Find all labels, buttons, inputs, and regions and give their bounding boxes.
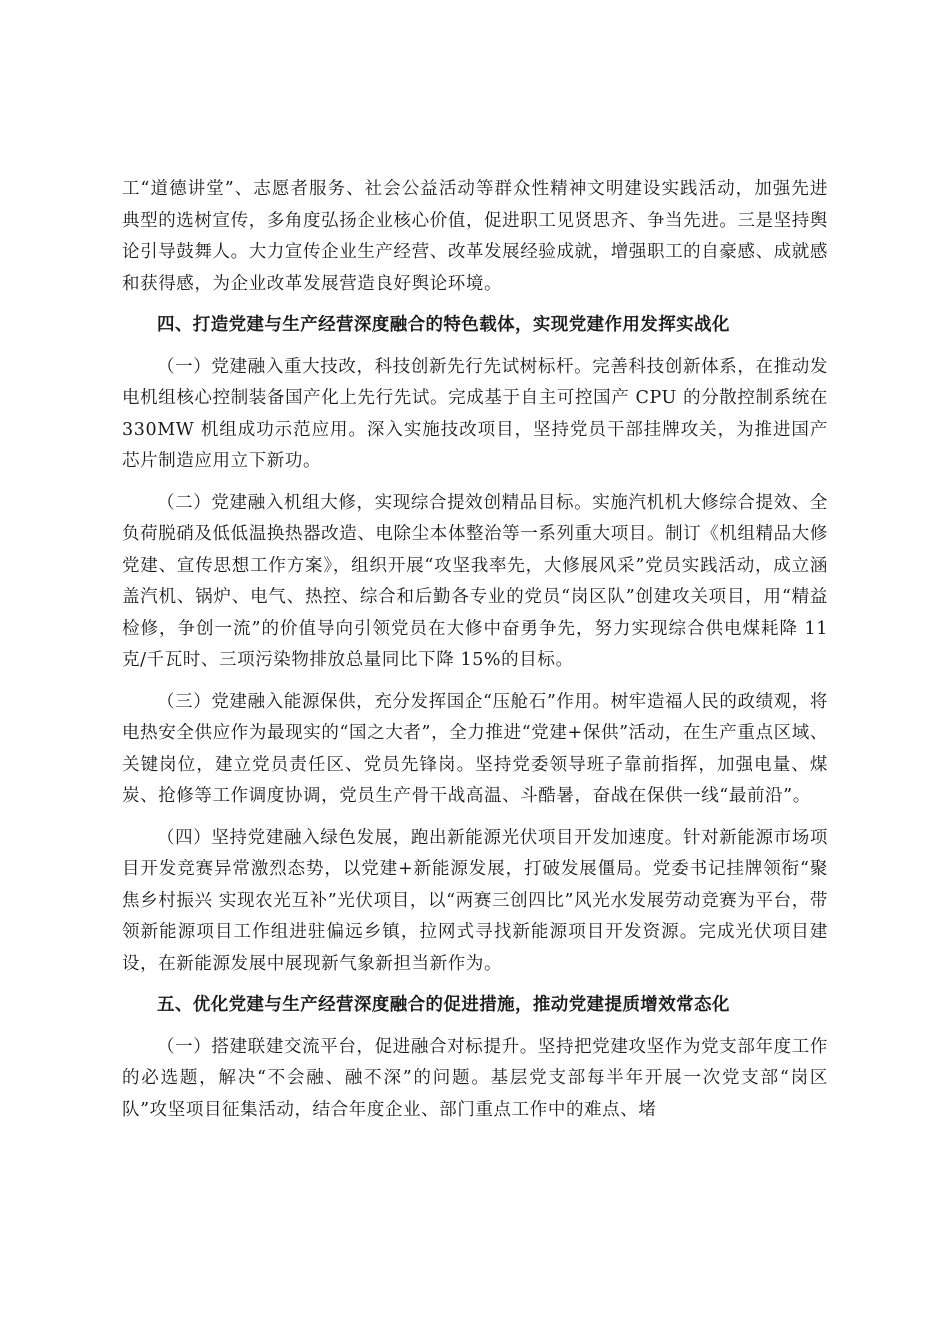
section-heading-5: 五、优化党建与生产经营深度融合的促进措施，推动党建提质增效常态化 [157, 995, 730, 1015]
paragraph-4-1: （一）党建融入重大技改，科技创新先行先试树标杆。完善科技创新体系，在推动发电机组核心控制装备国产化上先行先试。完成基于自主可控国产 CPU 的分散控制系统在 330MW 机组成功示范应用。深入实施技改项目，坚持党员干部挂牌攻关，为推进国产芯片制造应用立下新功。 [122, 356, 828, 471]
paragraph-5-1: （一）搭建联建交流平台，促进融合对标提升。坚持把党建攻坚作为党支部年度工作的必选题，解决“不会融、融不深”的问题。基层党支部每半年开展一次党支部“岗区队”攻坚项目征集活动，结合年度企业、部门重点工作中的难点、堵 [122, 1036, 828, 1120]
paragraph-4-3: （三）党建融入能源保供，充分发挥国企“压舱石”作用。树牢造福人民的政绩观，将电热安全供应作为最现实的“国之大者”，全力推进“党建+保供”活动，在生产重点区域、关键岗位，建立党员责任区、党员先锋岗。坚持党委领导班子靠前指挥，加强电量、煤炭、抢修等工作调度协调，党员生产骨干战高温、斗酷暑，奋战在保供一线“最前沿”。 [122, 691, 828, 806]
section-heading-4: 四、打造党建与生产经营深度融合的特色载体，实现党建作用发挥实战化 [157, 315, 730, 335]
document-body [122, 174, 828, 1136]
paragraph-4-4: （四）坚持党建融入绿色发展，跑出新能源光伏项目开发加速度。针对新能源市场项目开发竞赛异常激烈态势，以党建+新能源发展，打破发展僵局。党委书记挂牌领衔“聚焦乡村振兴 实现农光互补”光伏项目，以“两赛三创四比”风光水发展劳动竞赛为平台，带领新能源项目工作组进驻偏远乡镇，拉网式寻找新能源项目开发资源。完成光伏项目建设，在新能源发展中展现新气象新担当新作为。 [122, 827, 828, 974]
paragraph-4-2: （二）党建融入机组大修，实现综合提效创精品目标。实施汽机机大修综合提效、全负荷脱硝及低低温换热器改造、电除尘本体整治等一系列重大项目。制订《机组精品大修党建、宣传思想工作方案》，组织开展“攻坚我率先，大修展风采”党员实践活动，成立涵盖汽机、锅炉、电气、热控、综合和后勤各专业的党员“岗区队”创建攻关项目，用“精益检修，争创一流”的价值导向引领党员在大修中奋勇争先，努力实现综合供电煤耗降 11 克/千瓦时、三项污染物排放总量同比下降 15%的目标。 [122, 492, 828, 670]
paragraph-continuation: 工“道德讲堂”、志愿者服务、社会公益活动等群众性精神文明建设实践活动，加强先进典型的选树宣传，多角度弘扬企业核心价值，促进职工见贤思齐、争当先进。三是坚持舆论引导鼓舞人。大力宣传企业生产经营、改革发展经验成就，增强职工的自豪感、成就感和获得感，为企业改革发展营造良好舆论环境。 [122, 179, 828, 294]
